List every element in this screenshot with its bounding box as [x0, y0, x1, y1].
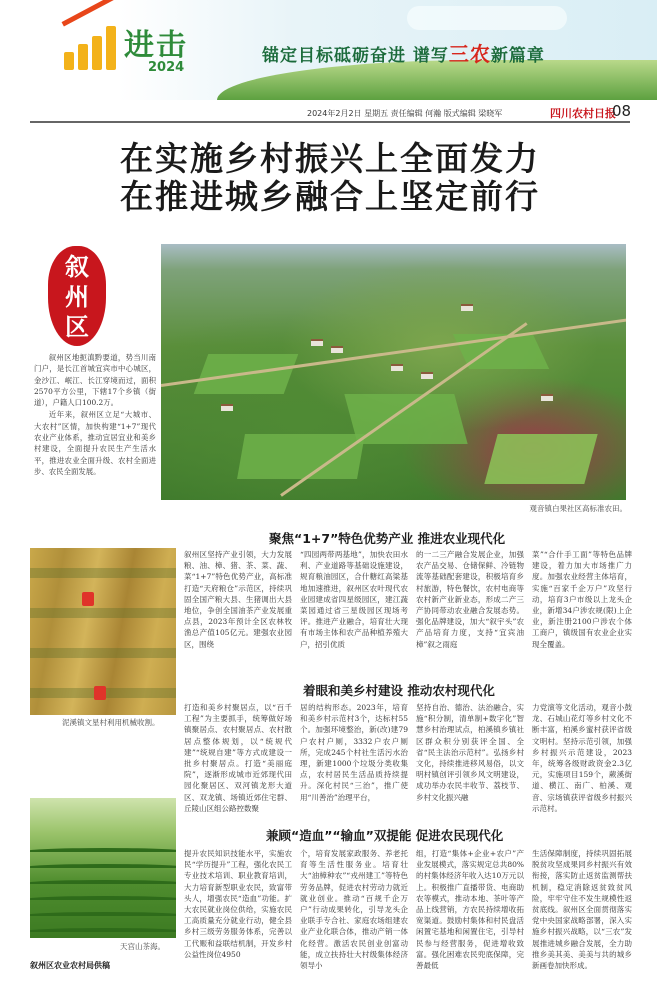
section-2-col-4: 力党演等文化活动，观音小鼓龙、石城山花灯等乡村文化不断丰富，柏溪乡蜜村获评省级文明村。坚持示范引领，加强乡村振兴示范建设，2023年，统筹各级财政资金2.3亿元，实施项目159个，蕨溪街道、横江、南广、柏溪、观音、宗场镇获评省级乡村振兴示范村。 [532, 703, 632, 813]
badge-char: 州 [65, 282, 89, 311]
page-meta [0, 104, 657, 120]
headline-line-1: 在实施乡村振兴上全面发力 [120, 139, 540, 178]
section-1-col-1: 叙州区坚持产业引领，大力发展粮、油、樟、猪、茶、菜、蔬、菜“1+7”特色优势产业，高标准打造“天府粮仓”示范区，持续巩固全国产粮大县、生猪调出大县地位，争创全国油茶产业发展重点县，2023年预计全区农林牧渔总产值105亿元。建强农业园区，围绕 [184, 550, 292, 649]
banner-slogan [262, 38, 545, 67]
footer-credit: 叙州区农业农村局供稿 [30, 961, 110, 970]
section-2-col-2: 居的结构形态。2023年，培育和美乡村示范村3个，达标村55个。加强环境整治，新(改)建79户农村户厕，3332户农户厕所，完成245个村社生活污水治理，新建1000个垃圾分类收集点，农村居民生活品质持续提升。深化村民“三治”，推广使用“川善治”治理平台， [300, 703, 408, 802]
banner-cloud [407, 6, 567, 30]
intro-column [34, 352, 156, 478]
section-3-col-1: 提升农民知识技能水平，实施农民“学历提升”工程，强化农民工专业技术培训、职业教育培训，大力培育新型职业农民，致富带头人，增强农民“造血”功能。扩大农民就业岗位供给，实施农民工高质量充分就业行动，健全县乡村三级劳务服务体系，完善以工代赈和益联结机制，开发乡村公益性岗位4950 [184, 849, 292, 959]
slogan-part-a: 锚定目标砥砺奋进 谱写 [262, 46, 449, 66]
page-title [40, 140, 620, 216]
issue-info: 2024年2月2日 星期五 责任编辑 何瀚 版式编辑 梁晓军 [307, 109, 503, 118]
section-1-title: 聚焦“1+7”特色优势产业 推进农业现代化 [269, 531, 506, 546]
slogan-part-b: 新篇章 [490, 46, 545, 66]
header-banner [0, 0, 657, 100]
harvest-photo [30, 548, 176, 715]
newspaper-name: 四川农村日报 [550, 107, 616, 120]
section-1-col-3: 的一二三产融合发展企业，加强农产品交易、仓储保鲜、冷链物流等基础配套建设，积极培育乡村旅游，特色餐饮，农村电商等农村新产业新业态，形成二产三产协同带动农业融合发展态势。强化品牌建设，加大“叙宇头”农产品培育力度，支持“宜宾油樟”叙之雨庭 [416, 550, 524, 649]
slogan-highlight: 三农 [448, 42, 491, 66]
section-1-col-4: 菜”“合什手工面”等特色品牌建设，着力加大市场推广力度。加强农业经营主体培育，实施“百家千企万户”攻坚行动，培育3户市级以上龙头企业，新增34户涉农规(限)上企业，新注册2100户涉农个体工商户，镇级国有农业企业实现全覆盖。 [532, 550, 632, 649]
section-3-title: 兼顾“造血”“输血”双提能 促进农民现代化 [266, 828, 504, 843]
section-2-col-3: 坚持自治、德治、法治融合，实施“积分制，清单制+数字化”智慧乡村治理试点，柏溪镇乡镇社区群众积分别获评全国、全省“民主法治示范村”。弘扬乡村文化，持续推进移风易俗，以文明村镇创评引领乡风文明建设，成功举办农民丰收节、荔枝节、乡村文化振兴融 [416, 703, 524, 802]
section-3-col-2: 个，培育发展家政服务、养老托育等生活性服务业。培育壮大“油樟种农”“戎州建工”等特色劳务品牌，促进农村劳动力就近就业创业。推动“百规千企万户”行动成果转化，引导龙头企业联手专合社、家庭农场组建农业产业化联合体，推动产销一体化经营。激活农民创业创富动能，成立扶持壮大村级集体经济领导小 [300, 849, 408, 971]
tea-garden-caption: 天宫山茶海。 [120, 942, 165, 951]
page-number: 08 [612, 102, 632, 120]
banner-logo-text: 进击 [124, 28, 188, 63]
main-photo-caption: 观音镇白果社区高标准农田。 [529, 504, 627, 513]
tea-garden-photo [30, 798, 176, 938]
badge-char: 叙 [65, 252, 89, 281]
district-badge [48, 246, 106, 346]
section-2-title: 着眼和美乡村建设 推动农村现代化 [303, 683, 495, 698]
badge-char: 区 [65, 312, 89, 341]
banner-logo-year: 2024 [148, 60, 185, 75]
section-1-col-2: “四园两带两基地”，加快农田水利、产业道路等基础设施建设，规育粮油园区，合什糖红高粱基地加速推进，叙州区农叶现代农业园建成省四星级园区，建江蔬菜园通过省三星级园区现场考评。推进产业融合，培育壮大现有市场主体和农产品种植养殖大户，招引优质 [300, 550, 408, 649]
intro-paragraph: 近年来，叙州区立足“大城市、大农村”区情，加快构建“1+7”现代农业产业体系，推动宜居宜业和美乡村建设，全面提升农民生产生活水平，推进农业全面升级、农村全面进步、农民全面发展。 [34, 410, 156, 476]
harvest-photo-caption: 泥溪镇文星村利用机械收割。 [62, 718, 160, 727]
section-2-col-1: 打造和美乡村聚居点，以“百千工程”为主要抓手，统筹做好场镇聚居点、农村聚居点、农村散居点整体规划，以“统规代建”“统规自建”等方式成建设一批乡村聚居点。打造“美丽庭院”，逐渐形成城市近郊现代田园化聚居区、双河镇龙形大道区、双龙镇、场镇近郊住宅群、丘陵山区组公路控数聚 [184, 703, 292, 813]
header-rule [30, 121, 630, 123]
section-3-col-4: 生活保障制度，持续巩固拓展脱贫攻坚成果同乡村振兴有效衔接，落实防止返贫监测帮扶机制，稳定消除返贫致贫风险，牢牢守住不发生规模性返贫底线。叙州区全面贯彻落实党中央国家战略部署，深入实施乡村振兴战略，以“三农”发展推进城乡融合发展，全力助推乡美其美、美美与共的城乡新画卷加快形成。 [532, 849, 632, 971]
intro-paragraph: 叙州区地扼滇黔要道，势当川南门户，是长江首城宜宾市中心城区，金沙江、岷江、长江穿境而过，面积2570平方公里，下辖17个乡镇（街道），户籍人口100.2万。 [34, 353, 156, 408]
headline-line-2: 在推进城乡融合上坚定前行 [120, 177, 540, 216]
main-photo-farmland [161, 244, 626, 500]
section-3-col-3: 组，打造“集体+企业+农户”产业发展模式，落实规定总共80%的村集体经济年收入达10万元以上。积极推广直播带货、电商助农等模式，推动本地、茶叶等产品上线营销，方农民持续增收拓宽渠道。鼓励村集体和村民盘活闲置宅基地和闲置住宅，引导村民参与经营服务，促进增收致富。强化困难农民兜底保障，完善最低 [416, 849, 524, 971]
